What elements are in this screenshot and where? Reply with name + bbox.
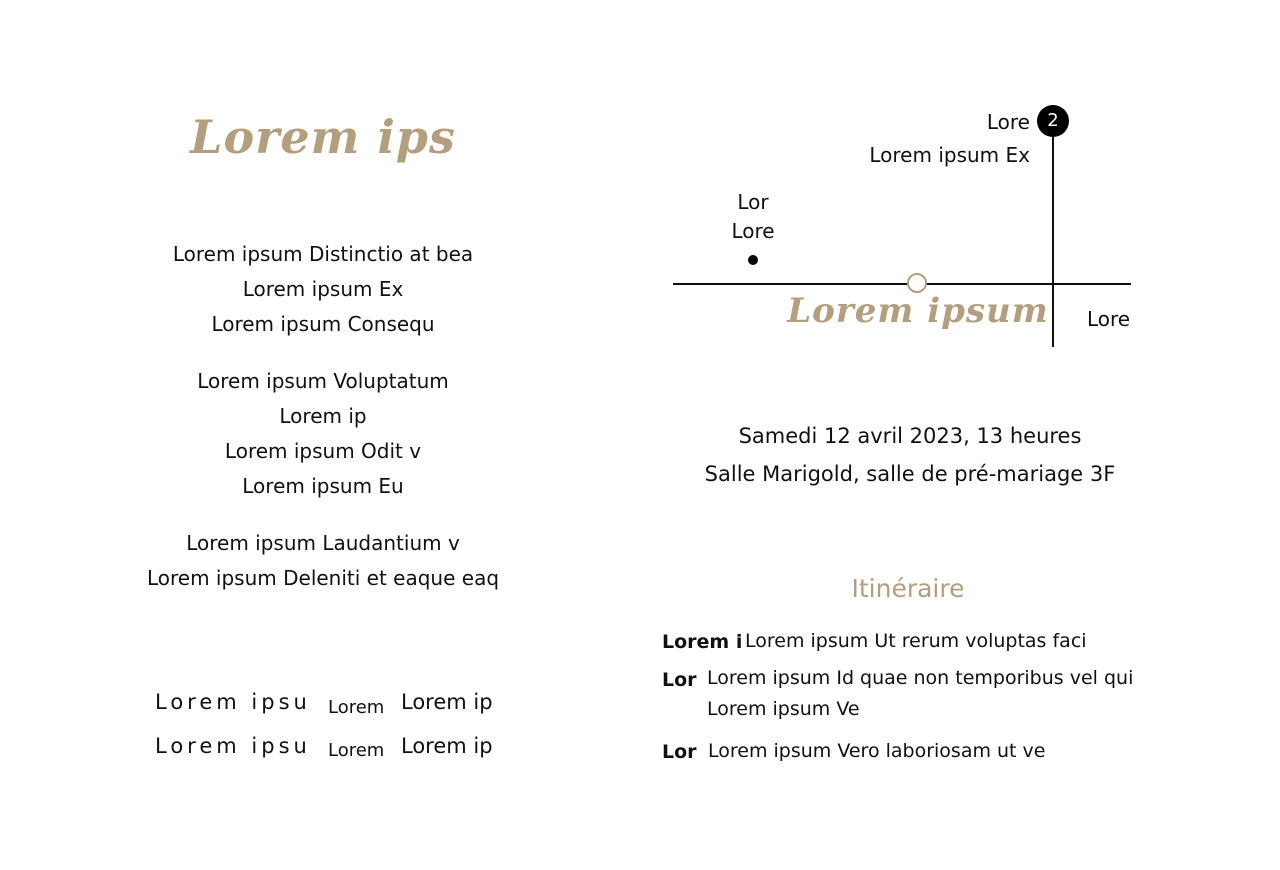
itinerary-text: Lorem ipsum Vero laboriosam ut ve [708, 740, 1046, 762]
row-label-small: Lorem [328, 740, 385, 761]
left-line: Lorem ipsum Consequ [211, 312, 435, 336]
left-line: Lorem ipsum Ex [242, 277, 404, 301]
map-horizontal-road [673, 283, 1131, 285]
row-label-medium: Lorem ip [401, 690, 493, 714]
left-line: Lorem ipsum Odit v [224, 439, 422, 463]
left-line: Lorem ipsum Distinctio at bea [172, 242, 474, 266]
itinerary-label: Lor [662, 669, 697, 691]
venue-marker-ring [907, 273, 927, 293]
map-point-dot [748, 255, 758, 265]
row-label-medium: Lorem ip [401, 734, 493, 758]
row-label-spaced: Lorem ipsu [155, 734, 311, 758]
itinerary-label: Lorem i [662, 631, 743, 653]
map-label-right: Lore [1087, 307, 1131, 331]
map-venue-label: Lorem ipsum [787, 291, 1049, 331]
row-label-small: Lorem [328, 697, 385, 718]
itinerary-text: Lorem ipsum Id quae non temporibus vel qui [707, 667, 1134, 689]
left-line: Lorem ipsum Laudantium v [186, 531, 460, 555]
left-title: Lorem ips [190, 110, 456, 164]
itinerary-label: Lor [662, 741, 697, 763]
itinerary-text: Lorem ipsum Ut rerum voluptas faci [745, 630, 1087, 652]
left-line: Lorem ip [279, 404, 367, 428]
left-line: Lorem ipsum Eu [242, 474, 404, 498]
left-line: Lorem ipsum Voluptatum [197, 369, 449, 393]
number-badge: 2 [1037, 105, 1069, 137]
event-venue: Salle Marigold, salle de pré-mariage 3F [704, 462, 1116, 486]
row-label-spaced: Lorem ipsu [155, 690, 311, 714]
map-label-left: Lor [737, 190, 769, 214]
itinerary-heading: Itinéraire [851, 574, 965, 603]
map-label-top: Lore [986, 110, 1030, 134]
event-date: Samedi 12 avril 2023, 13 heures [738, 424, 1082, 448]
left-line: Lorem ipsum Deleniti et eaque eaq [146, 566, 500, 590]
map-vertical-road [1052, 121, 1054, 347]
itinerary-text-continued: Lorem ipsum Ve [707, 698, 860, 720]
map-label-left-sub: Lore [731, 219, 775, 243]
map-label-top-sub: Lorem ipsum Ex [869, 143, 1030, 167]
